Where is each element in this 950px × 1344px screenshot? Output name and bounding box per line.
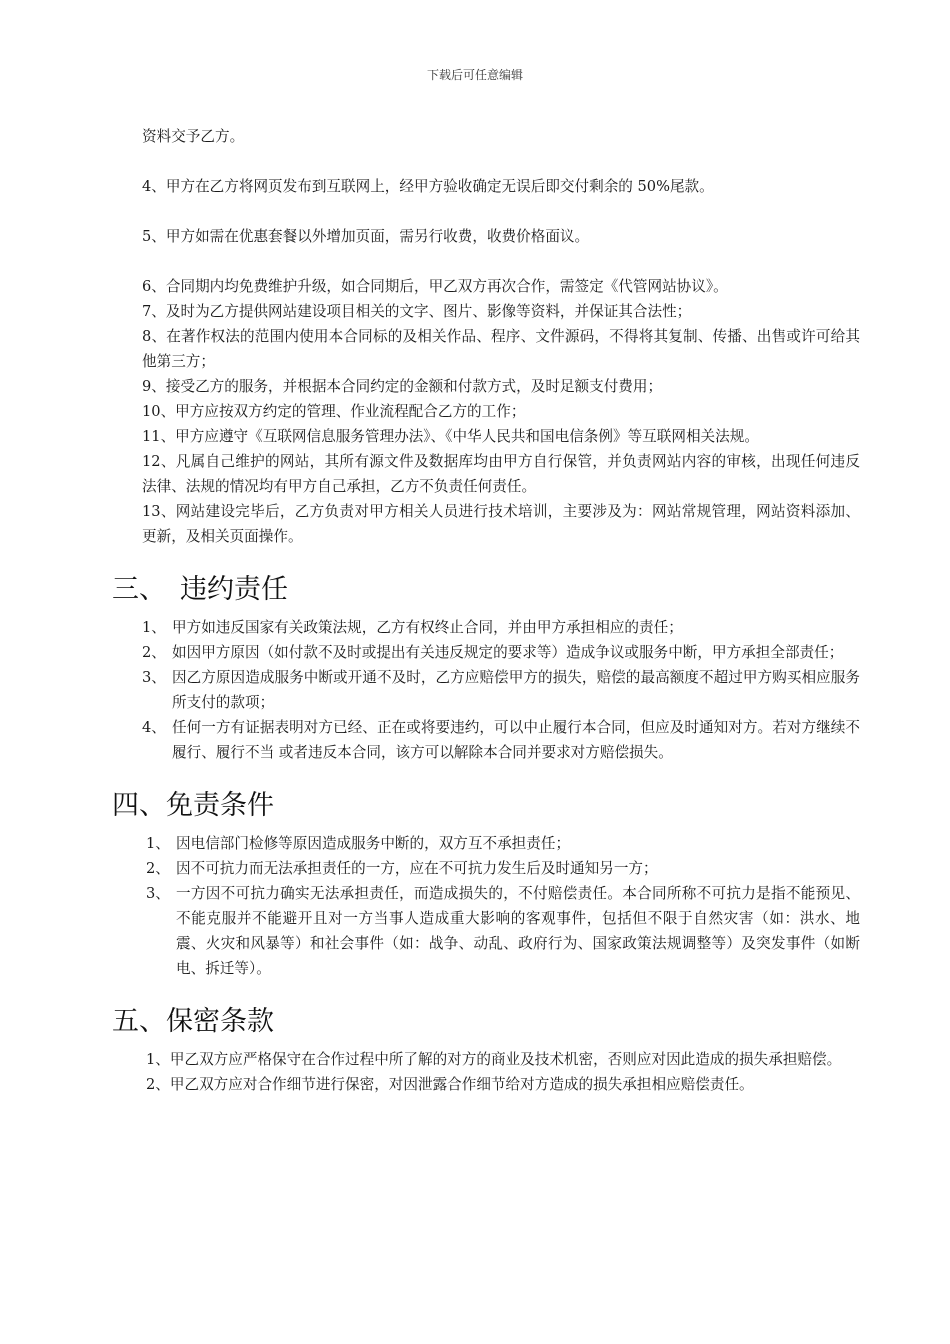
list-item <box>142 640 860 665</box>
clause-13: 13、网站建设完毕后，乙方负责对甲方相关人员进行技术培训，主要涉及为：网站常规管理，网站资料添加、更新，及相关页面操作。 <box>142 503 860 545</box>
list-number: 1、 <box>142 619 166 636</box>
section-title-exemption: 四、免责条件 <box>112 790 274 821</box>
clause-11: 11、甲方应遵守《互联网信息服务管理办法》、《中华人民共和国电信条例》等互联网相关法规。 <box>142 428 759 445</box>
list-text: 因乙方原因造成服务中断或开通不及时，乙方应赔偿甲方的损失，赔偿的最高额度不超过甲方购买相应服务所支付的款项； <box>172 669 860 711</box>
list-number: 4、 <box>142 719 166 736</box>
confidentiality-paragraph-1: 1、甲乙双方应严格保守在合作过程中所了解的对方的商业及技术机密，否则应对因此造成的损失承担赔偿。 <box>146 1051 842 1068</box>
intro-continuation: 资料交予乙方。 <box>142 128 245 145</box>
page-header: 下载后可任意编辑 <box>426 68 523 82</box>
clause-9: 9、接受乙方的服务，并根据本合同约定的金额和付款方式，及时足额支付费用； <box>142 378 663 395</box>
confidentiality-paragraph-2: 2、甲乙双方应对合作细节进行保密，对因泄露合作细节给对方造成的损失承担相应赔偿责任。 <box>146 1076 754 1093</box>
list-number: 2、 <box>146 860 170 877</box>
list-text: 一方因不可抗力确实无法承担责任，而造成损失的，不付赔偿责任。本合同所称不可抗力是指不能预见、不能克服并不能避开且对一方当事人造成重大影响的客观事件，包括但不限于自然灾害（如：洪水、地震、火灾和风暴等）和社会事件（如：战争、动乱、政府行为、国家政策法规调整等）及突发事件（如断电、拆迁等）。 <box>176 885 860 977</box>
section-title-text: 违约责任 <box>180 574 288 605</box>
list-number: 2、 <box>142 644 166 661</box>
list-item <box>142 881 860 981</box>
clause-10: 10、甲方应按双方约定的管理、作业流程配合乙方的工作； <box>142 403 526 420</box>
list-text: 甲方如违反国家有关政策法规，乙方有权终止合同，并由甲方承担相应的责任； <box>172 619 683 636</box>
list-item <box>142 615 860 640</box>
section-number: 三、 <box>112 574 166 605</box>
list-number: 3、 <box>146 885 170 902</box>
section-title-confidentiality: 五、保密条款 <box>112 1006 274 1037</box>
clause-4: 4、甲方在乙方将网页发布到互联网上，经甲方验收确定无误后即交付剩余的 50%尾款。 <box>142 178 714 195</box>
clause-6: 6、合同期内均免费维护升级，如合同期后，甲乙双方再次合作，需签定《代管网站协议》。 <box>142 278 728 295</box>
list-number: 1、 <box>146 835 170 852</box>
list-text: 因不可抗力而无法承担责任的一方，应在不可抗力发生后及时通知另一方； <box>176 860 658 877</box>
clause-5: 5、甲方如需在优惠套餐以外增加页面，需另行收费，收费价格面议。 <box>142 228 590 245</box>
clause-12: 12、凡属自己维护的网站，其所有源文件及数据库均由甲方自行保管，并负责网站内容的审核，出现任何违反法律、法规的情况均有甲方自己承担，乙方不负责任何责任。 <box>142 453 860 495</box>
list-item <box>142 665 860 715</box>
clause-8: 8、在著作权法的范围内使用本合同标的及相关作品、程序、文件源码，不得将其复制、传播、出售或许可给其他第三方； <box>142 328 860 370</box>
list-text: 任何一方有证据表明对方已经、正在或将要违约，可以中止履行本合同，但应及时通知对方。若对方继续不履行、履行不当 或者违反本合同，该方可以解除本合同并要求对方赔偿损失。 <box>172 719 860 761</box>
section-title-breach <box>112 571 830 609</box>
list-item <box>142 715 860 765</box>
list-text: 如因甲方原因（如付款不及时或提出有关违反规定的要求等）造成争议或服务中断，甲方承担全部责任； <box>172 644 844 661</box>
list-item <box>142 856 860 881</box>
list-item <box>142 831 860 856</box>
list-text: 因电信部门检修等原因造成服务中断的，双方互不承担责任； <box>176 835 571 852</box>
clause-7: 7、及时为乙方提供网站建设项目相关的文字、图片、影像等资料，并保证其合法性； <box>142 303 692 320</box>
document-body <box>112 124 860 1097</box>
list-number: 3、 <box>142 669 166 686</box>
